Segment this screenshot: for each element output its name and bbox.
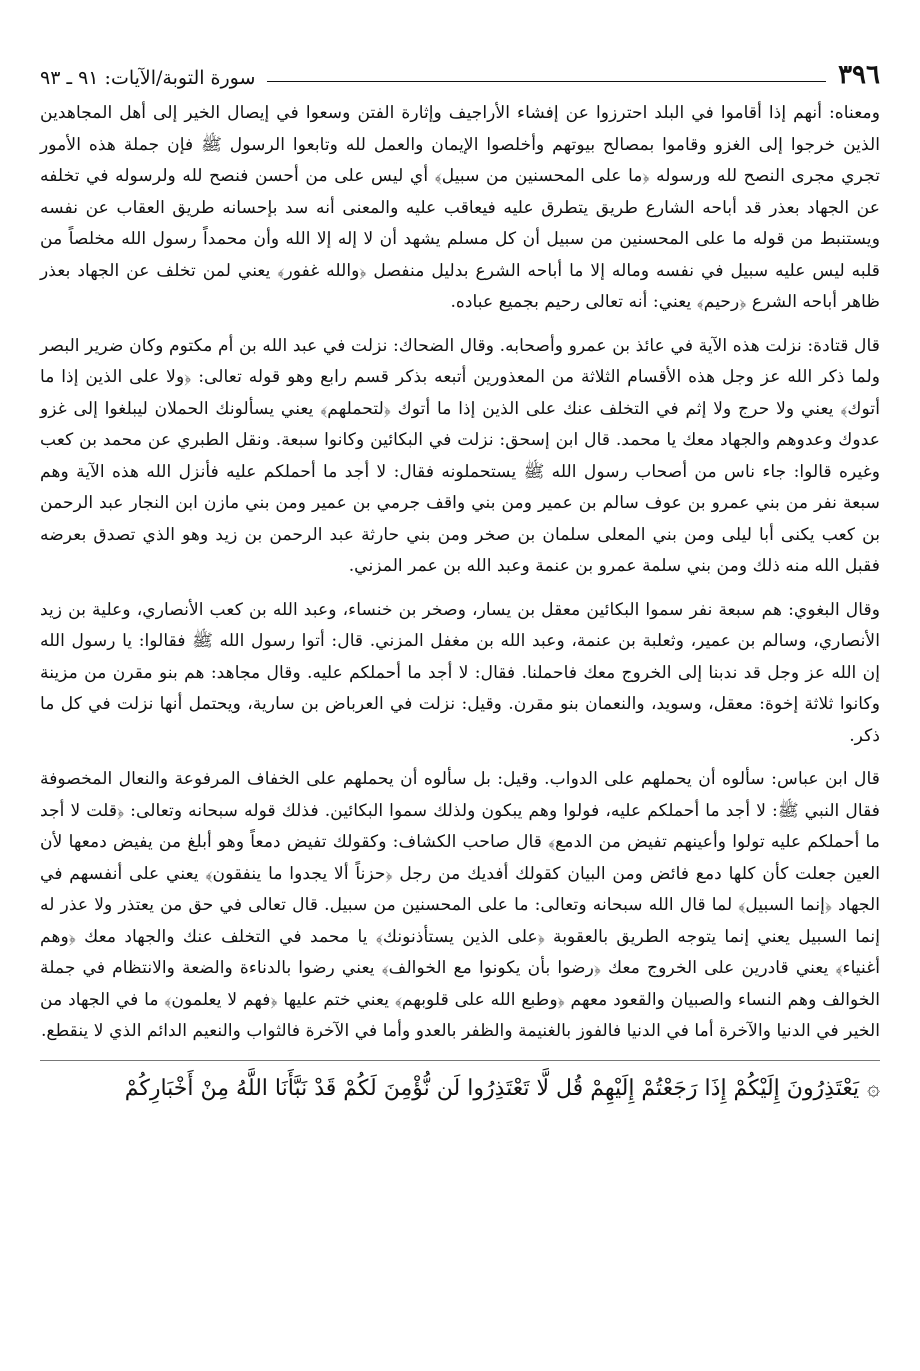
rub-el-hizb-icon: ۞ xyxy=(867,1075,880,1101)
paragraph-meaning: ومعناه: أنهم إذا أقاموا في البلد احترزوا عن إفشاء الأراجيف وإثارة الفتن وسعوا في إيصال الخير إلى أهل المجاهدين الذين خرجوا إلى الغزو وقاموا بمصالح بيوتهم وأخلصوا الإيمان والعمل لله وتابعوا الرسول ﷺ فإن جملة هذه الأمور تجري مجرى النصح لله ورسوله ﴿ما على المحسنين من سبيل﴾ أي ليس على من أحسن فنصح لله ولرسوله في تخلفه عن الجهاد بعذر قد أباحه الشارع طريق يتطرق عليه فيعاقب عليه والمعنى أنه سد بإحسانه طريق العقاب عن نفسه ويستنبط من قوله ما على المحسنين من سبيل أن كل مسلم يشهد أن لا إله إلا الله وأن محمداً رسول الله مخلصاً من قلبه ليس عليه سبيل في نفسه وماله إلا ما أباحه الشرع بدليل منفصل ﴿والله غفور﴾ يعني لمن تخلف عن الجهاد بعذر ظاهر أباحه الشرع ﴿رحيم﴾ يعني: أنه تعالى رحيم بجميع عباده. xyxy=(40,103,880,312)
header-rule xyxy=(267,81,826,82)
verse-divider xyxy=(40,1060,880,1061)
verse-text: يَعْتَذِرُونَ إِلَيْكُمْ إِذَا رَجَعْتُمْ إِلَيْهِمْ قُل لَّا تَعْتَذِرُوا لَن نُّؤْمِنَ لَكُمْ قَدْ نَبَّأَنَا اللَّهُ مِنْ أَخْبَارِكُمْ xyxy=(124,1075,860,1101)
paragraph-baghawi: وقال البغوي: هم سبعة نفر سموا البكائين معقل بن يسار، وصخر بن خنساء، وعبد الله بن كعب الأنصاري، وعلية بن زيد الأنصاري، وسالم بن عمير، وثعلبة بن عنمة، وعبد الله بن مغفل المزني. قال: أتوا رسول الله ﷺ فقالوا: يا رسول الله إن الله عز وجل قد ندبنا إلى الخروج معك فاحملنا. فقال: لا أجد ما أحملكم عليه. وقال مجاهد: هم بنو مقرن من مزينة وكانوا ثلاثة إخوة: معقل، وسويد، والنعمان بنو مقرن. وقيل: نزلت في العرباض بن سارية، ويحتمل أنها نزلت في كل ما ذكر. xyxy=(40,599,880,746)
body-text xyxy=(40,98,880,1048)
paragraph-qatada: قال قتادة: نزلت هذه الآية في عائذ بن عمرو وأصحابه. وقال الضحاك: نزلت في عبد الله بن أم مكتوم وكان ضرير البصر ولما ذكر الله عز وجل هذه الأقسام الثلاثة من المعذورين أتبعه بذكر قسم رابع وهو قوله تعالى: ﴿ولا على الذين إذا ما أتوك﴾ يعني ولا حرج ولا إثم في التخلف عنك على الذين إذا ما أتوك ﴿لتحملهم﴾ يعني يسألونك الحملان ليبلغوا إلى غزو عدوك وعدوهم والجهاد معك يا محمد. قال ابن إسحق: نزلت في البكائين وكانوا سبعة. ونقل الطبري عن محمد بن كعب وغيره قالوا: جاء ناس من أصحاب رسول الله ﷺ يستحملونه فقال: لا أجد ما أحملكم عليه فأنزل الله هذه الآية وهم سبعة نفر من بني عمرو بن عوف سالم بن عمير ومن بني واقف جرمي بن عمير ومن بني مازن ابن النجار عبد الرحمن بن كعب يكنى أبا ليلى ومن بني المعلى سلمان بن صخر ومن بني حارثة عبد الرحمن بن زيد وهو الذي تصدق بعرضه فقبل الله منه ذلك ومن بني سلمة عمرو بن عنمة وعبد الله بن عمر المزني. xyxy=(40,335,880,576)
page-number: ٣٩٦ xyxy=(838,60,880,90)
paragraph-ibn-abbas: قال ابن عباس: سألوه أن يحملهم على الدواب. وقيل: بل سألوه أن يحملهم على الخفاف المرفوعة والنعال المخصوفة فقال النبي ﷺ: لا أجد ما أحملكم عليه، فولوا وهم يبكون ولذلك سموا البكائين. فذلك قوله سبحانه وتعالى: ﴿قلت لا أجد ما أحملكم عليه تولوا وأعينهم تفيض من الدمع﴾ قال صاحب الكشاف: وكقولك تفيض دمعاً وهو أبلغ من يفيض دمعها لأن العين جعلت كأن كلها دمع فائض ومن البيان كقولك أفديك من رجل ﴿حزناً ألا يجدوا ما ينفقون﴾ يعني على أنفسهم في الجهاد ﴿إنما السبيل﴾ لما قال الله سبحانه وتعالى: ما على المحسنين من سبيل. قال تعالى في حق من يعتذر ولا عذر له إنما السبيل يعني إنما يتوجه الطريق بالعقوبة ﴿على الذين يستأذنونك﴾ يا محمد في التخلف عنك والجهاد معك ﴿وهم أغنياء﴾ يعني قادرين على الخروج معك ﴿رضوا بأن يكونوا مع الخوالف﴾ يعني رضوا بالدناءة والضعة والانتظام في جملة الخوالف وهم النساء والصبيان والقعود معهم ﴿وطبع الله على قلوبهم﴾ يعني ختم عليها ﴿فهم لا يعلمون﴾ ما في الجهاد من الخير في الدنيا والآخرة أما في الدنيا فالفوز بالغنيمة والظفر بالعدو وأما في الآخرة فالثواب والنعيم الدائم الذي لا ينقطع. xyxy=(40,769,880,1041)
quran-verse xyxy=(40,1067,880,1111)
page-header xyxy=(40,52,880,92)
running-title: سورة التوبة/الآيات: ٩١ ـ ٩٣ xyxy=(40,67,256,89)
